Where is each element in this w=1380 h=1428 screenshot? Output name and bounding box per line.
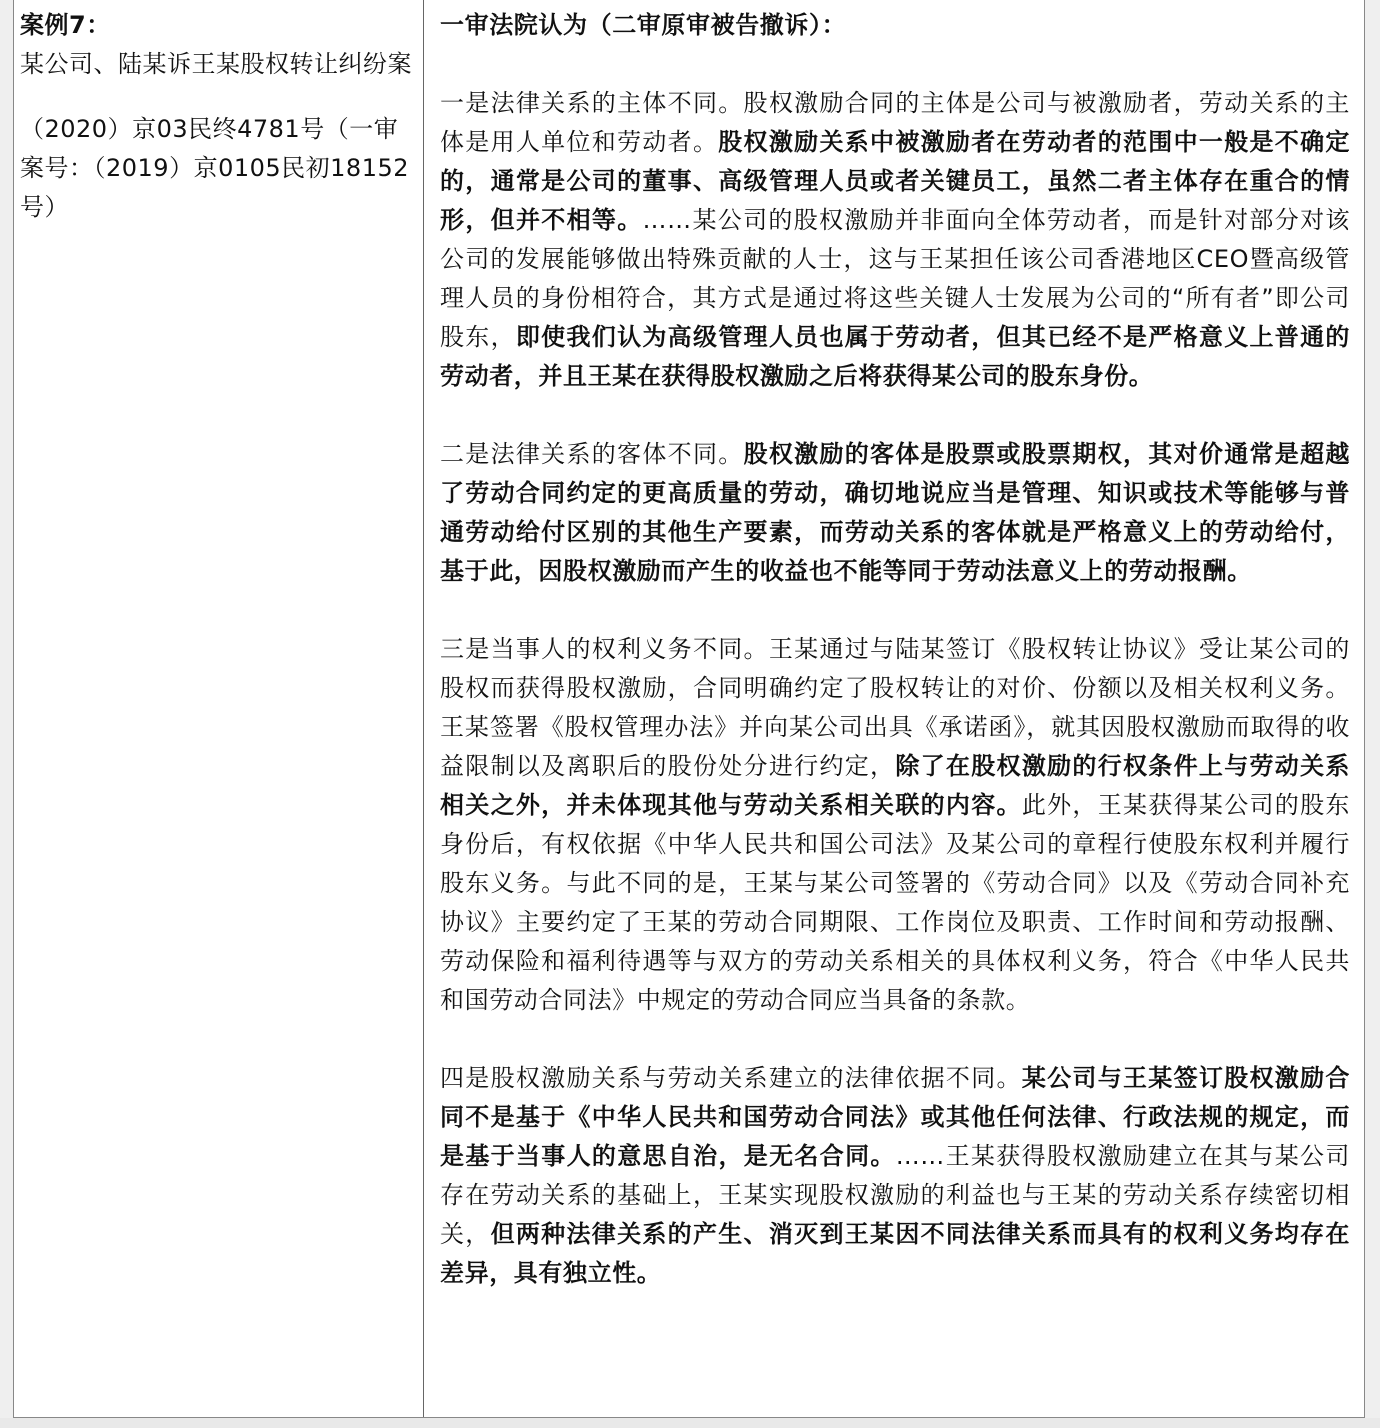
- bold-text-run: 某公司与王某签订股权激励合同不是基于《中华人民共和国劳动合同法》或其他任何法律、行政法规的规定，而是基于当事人的意思自治，是无名合同。: [440, 1064, 1350, 1170]
- case-number: （2020）京03民终4781号（一审案号：（2019）京0105民初18152号）: [20, 115, 410, 221]
- text-run: 此外，王某获得某公司的股东身份后，有权依据《中华人民共和国公司法》及某公司的章程行使股东权利并履行股东义务。与此不同的是，王某与某公司签署的《劳动合同》以及《劳动合同补充协议》主要约定了王某的劳动合同期限、工作岗位及职责、工作时间和劳动报酬、劳动保险和福利待遇等与双方的劳动关系相关的具体权利义务，符合《中华人民共和国劳动合同法》中规定的劳动合同应当具备的条款。: [440, 791, 1350, 1014]
- bold-text-run: 除了在股权激励的行权条件上与劳动关系相关之外，并未体现其他与劳动关系相关联的内容。: [440, 752, 1350, 819]
- case-info-cell: [14, 0, 424, 1417]
- text-run: 二是法律关系的客体不同。: [440, 440, 744, 468]
- paragraph-4: [440, 1059, 1350, 1293]
- bold-text-run: 即使我们认为高级管理人员也属于劳动者，但其已经不是严格意义上普通的劳动者，并且王某在获得股权激励之后将获得某公司的股东身份。: [440, 323, 1350, 390]
- text-run: 四是股权激励关系与劳动关系建立的法律依据不同。: [440, 1064, 1022, 1092]
- text-run: 一是法律关系的主体不同。股权激励合同的主体是公司与被激励者，劳动关系的主体是用人单位和劳动者。: [440, 89, 1350, 156]
- bold-text-run: 但两种法律关系的产生、消灭到王某因不同法律关系而具有的权利义务均存在差异，具有独立性。: [440, 1220, 1350, 1287]
- paragraph-3: [440, 630, 1350, 1020]
- text-run: ……王某获得股权激励建立在其与某公司存在劳动关系的基础上，王某实现股权激励的利益也与王某的劳动关系存续密切相关，: [440, 1142, 1350, 1248]
- court-opinion-cell: [424, 0, 1364, 1417]
- text-run: ……某公司的股权激励并非面向全体劳动者，而是针对部分对该公司的发展能够做出特殊贡献的人士，这与王某担任该公司香港地区CEO暨高级管理人员的身份相符合，其方式是通过将这些关键人士发展为公司的“所有者”即公司股东，: [440, 206, 1350, 351]
- opinion-heading: 一审法院认为（二审原审被告撤诉）：: [440, 11, 847, 39]
- bold-text-run: 股权激励的客体是股票或股票期权，其对价通常是超越了劳动合同约定的更高质量的劳动，确切地说应当是管理、知识或技术等能够与普通劳动给付区别的其他生产要素，而劳动关系的客体就是严格意义上的劳动给付，基于此，因股权激励而产生的收益也不能等同于劳动法意义上的劳动报酬。: [440, 440, 1350, 585]
- case-name: 某公司、陆某诉王某股权转让纠纷案: [20, 50, 412, 78]
- paragraph-1: [440, 84, 1350, 396]
- case-table: [13, 0, 1365, 1418]
- paragraph-2: [440, 435, 1350, 591]
- bold-text-run: 股权激励关系中被激励者在劳动者的范围中一般是不确定的，通常是公司的董事、高级管理人员或者关键员工，虽然二者主体存在重合的情形，但并不相等。: [440, 128, 1350, 234]
- bottom-shadow: [0, 1418, 1380, 1428]
- case-title: 案例7：: [20, 11, 111, 39]
- text-run: 三是当事人的权利义务不同。王某通过与陆某签订《股权转让协议》受让某公司的股权而获得股权激励，合同明确约定了股权转让的对价、份额以及相关权利义务。王某签署《股权管理办法》并向某公司出具《承诺函》，就其因股权激励而取得的收益限制以及离职后的股份处分进行约定，: [440, 635, 1350, 780]
